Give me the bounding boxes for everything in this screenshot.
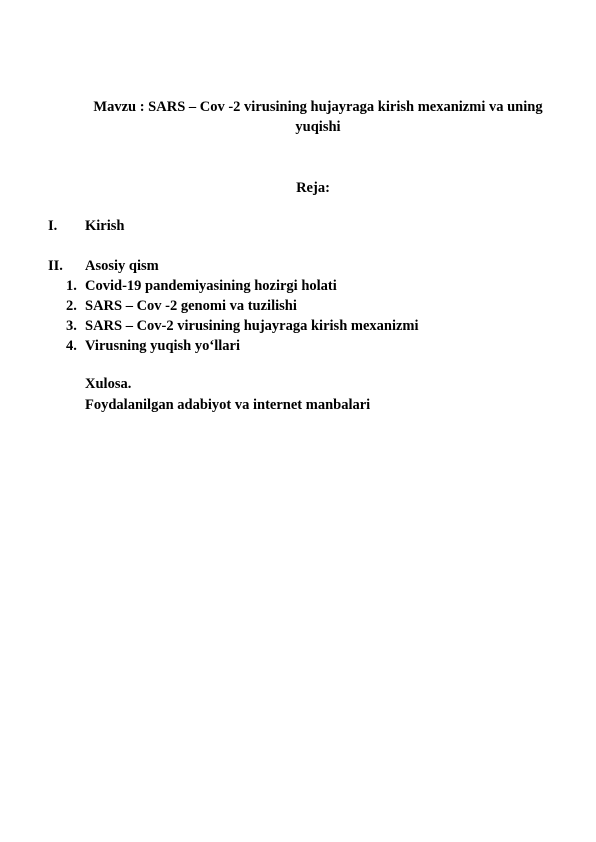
section-numeral-2: II.	[48, 258, 63, 274]
section-label-main: Asosiy qism	[85, 258, 159, 274]
subitem-label-3: SARS – Cov-2 virusining hujayraga kirish mexanizmi	[85, 318, 419, 334]
subitem-number-3: 3.	[66, 318, 77, 334]
subitem-label-1: Covid-19 pandemiyasining hozirgi holati	[85, 278, 337, 294]
plan-heading: Reja:	[296, 180, 330, 196]
subitem-label-2: SARS – Cov -2 genomi va tuzilishi	[85, 298, 297, 314]
conclusion-line: Xulosa.	[85, 376, 132, 392]
subitem-label-4: Virusning yuqish yo‘llari	[85, 338, 240, 354]
document-title: Mavzu : SARS – Cov -2 virusining hujayraga kirish mexanizmi va uning yuqishi	[93, 99, 543, 135]
subitem-number-1: 1.	[66, 278, 77, 294]
section-numeral-1: I.	[48, 218, 58, 234]
subitem-number-2: 2.	[66, 298, 77, 314]
references-line: Foydalanilgan adabiyot va internet manbalari	[85, 397, 371, 413]
section-label-intro: Kirish	[85, 218, 125, 234]
subitem-number-4: 4.	[66, 338, 77, 354]
